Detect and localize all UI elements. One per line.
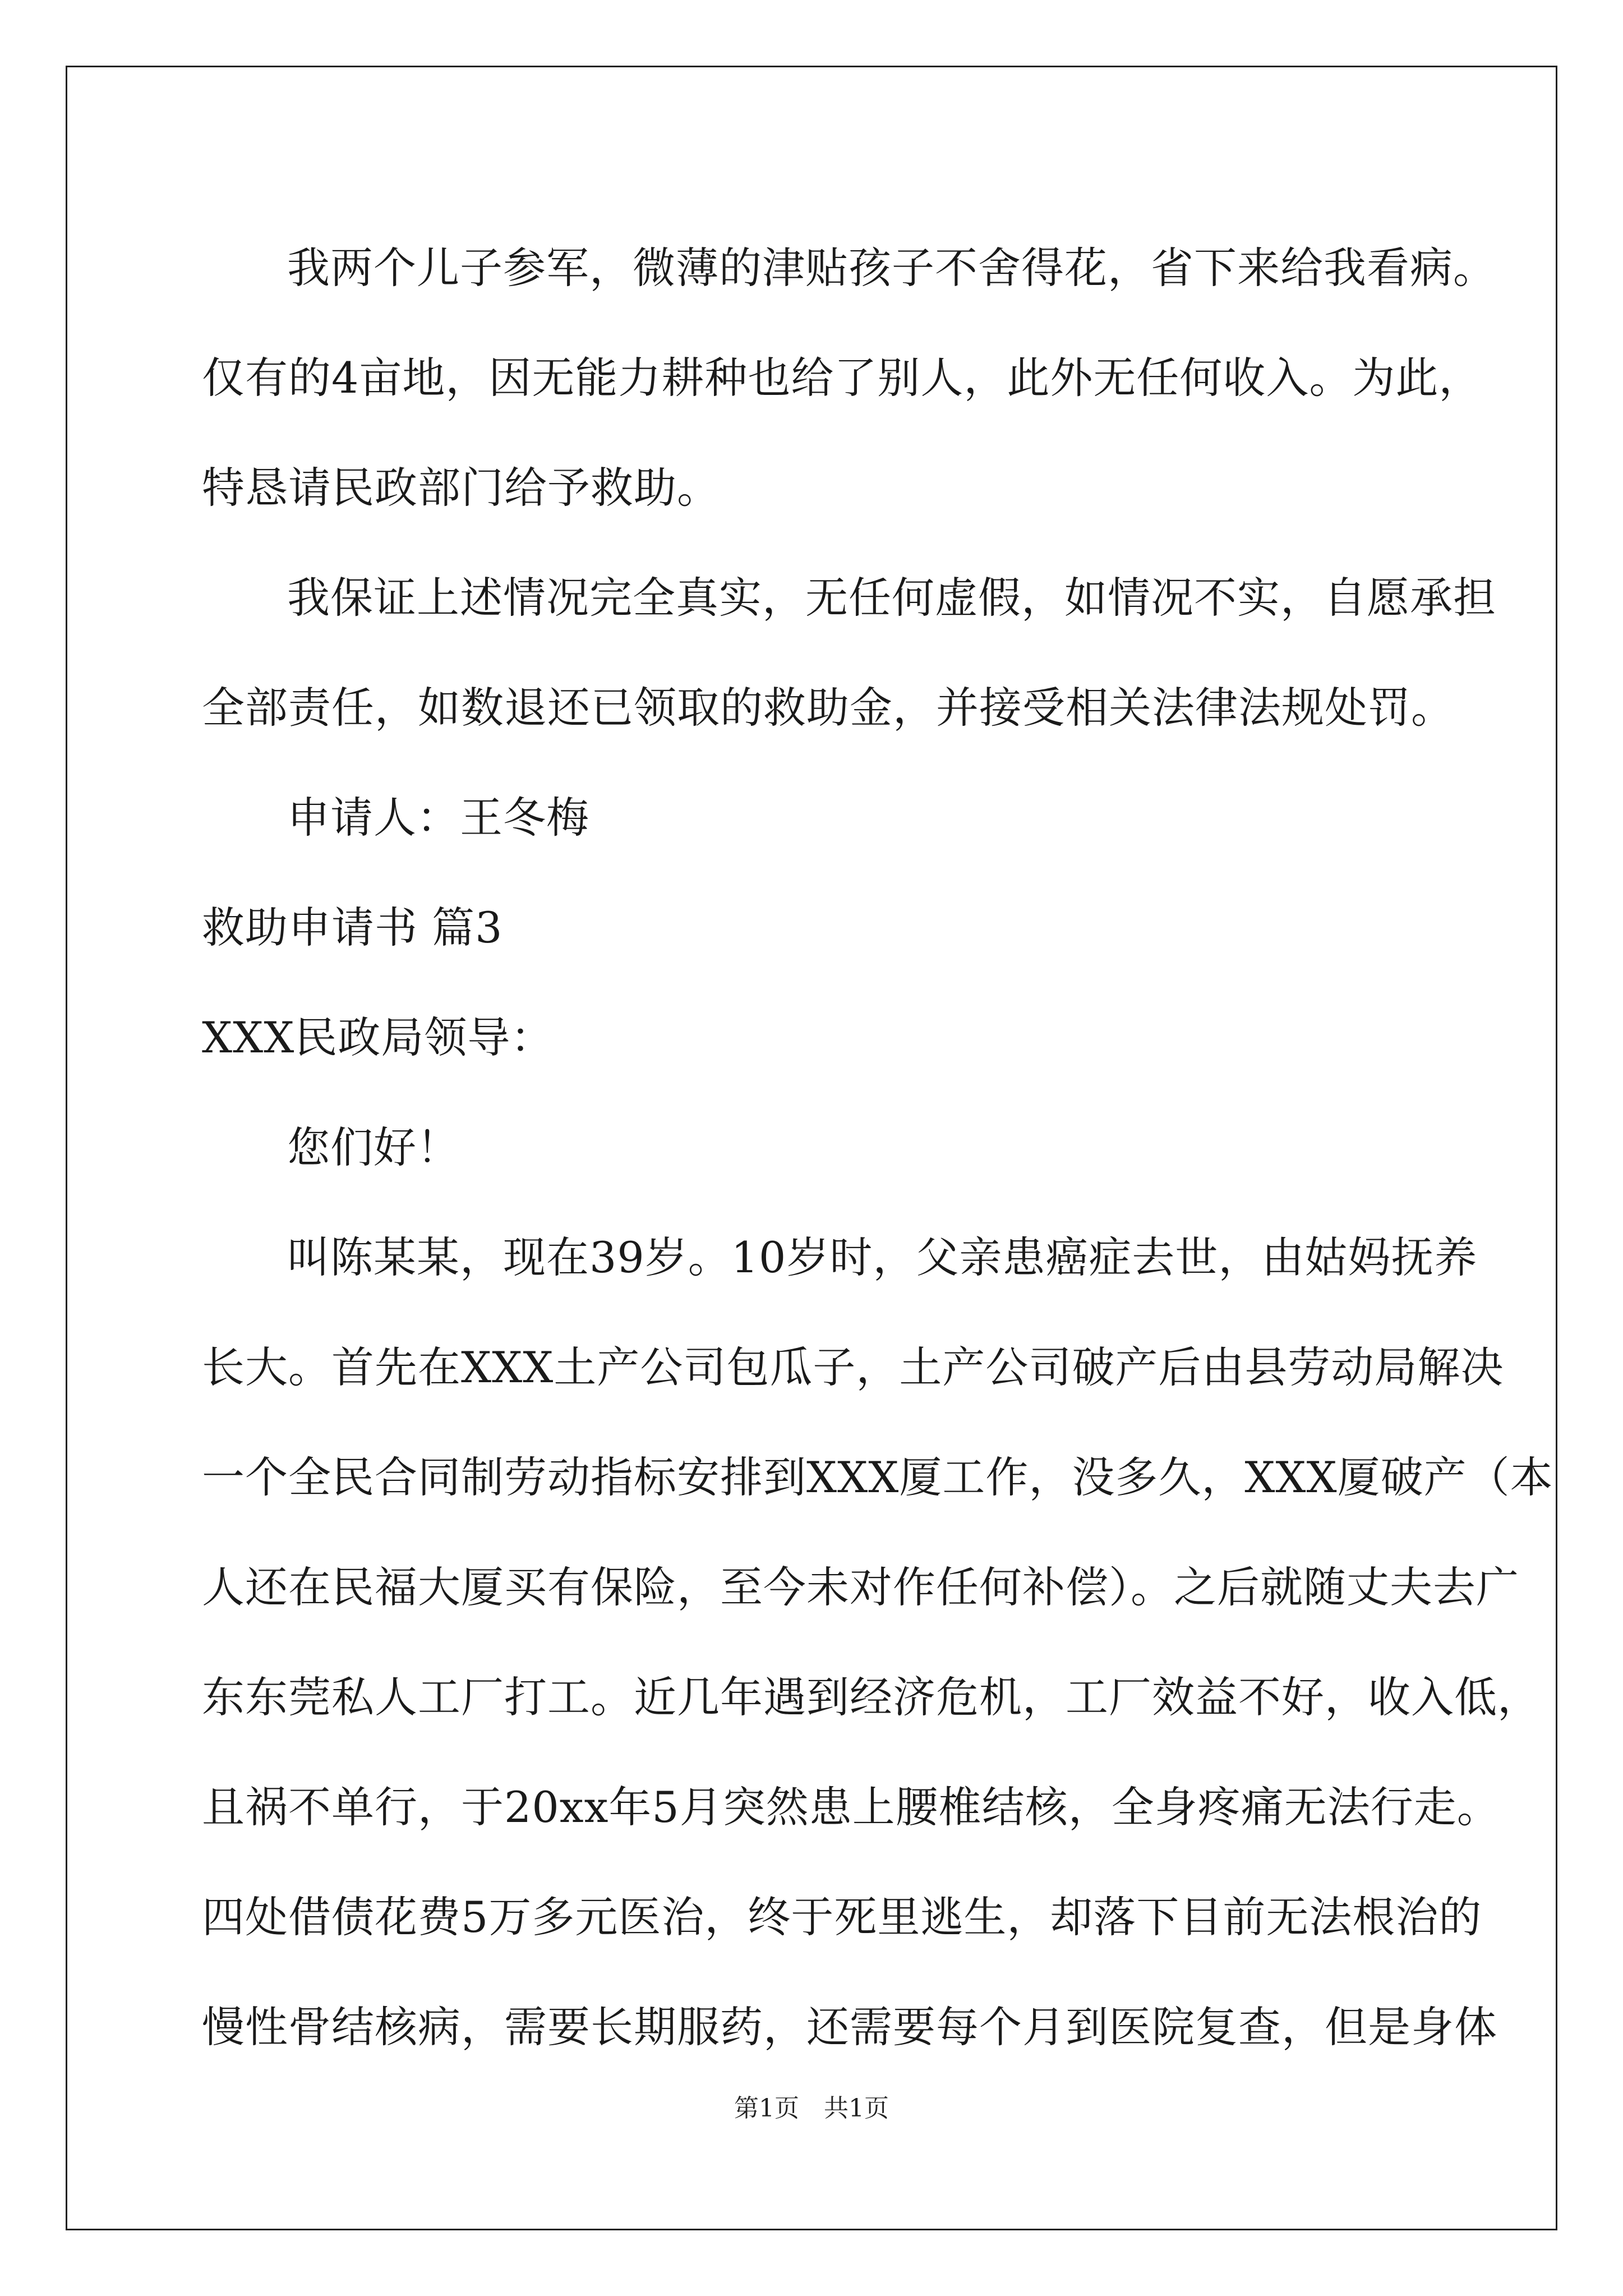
text-line: 长大。首先在XXX土产公司包瓜子，土产公司破产后由县劳动局解决 [202, 1342, 1504, 1392]
salutation: XXX民政局领导： [202, 1013, 554, 1062]
text-line: 东东莞私人工厂打工。近几年遇到经济危机，工厂效益不好，收入低， [202, 1672, 1541, 1722]
text-line: 一个全民合同制劳动指标安排到XXX厦工作，没多久，XXX厦破产（本 [202, 1452, 1553, 1502]
section-heading: 救助申请书 篇3 [202, 903, 503, 953]
text-line: 四处借债花费5万多元医治，终于死里逃生，却落下目前无法根治的 [202, 1892, 1482, 1942]
applicant-signature-line: 申请人：王冬梅 [287, 793, 589, 843]
text-line: 全部责任，如数退还已领取的救助金，并接受相关法律法规处罚。 [202, 683, 1454, 733]
text-line: 仅有的4亩地，因无能力耕种也给了别人，此外无任何收入。为此， [202, 353, 1482, 403]
page-footer: 第1页 共1页 [734, 2094, 889, 2123]
text-line: 人还在民福大厦买有保险，至今未对作任何补偿）。之后就随丈夫去广 [202, 1562, 1519, 1612]
text-line: 特恳请民政部门给予救助。 [202, 463, 720, 513]
text-line: 我两个儿子参军，微薄的津贴孩子不舍得花，省下来给我看病。 [287, 243, 1496, 293]
text-line: 叫陈某某，现在39岁。10岁时，父亲患癌症去世，由姑妈抚养 [287, 1232, 1478, 1282]
text-line: 慢性骨结核病，需要长期服药，还需要每个月到医院复查，但是身体 [202, 2002, 1497, 2052]
text-line: 且祸不单行，于20xx年5月突然患上腰椎结核，全身疼痛无法行走。 [202, 1782, 1500, 1832]
greeting: 您们好！ [287, 1122, 460, 1172]
document-body [202, 213, 1553, 2082]
text-line: 我保证上述情况完全真实，无任何虚假，如情况不实，自愿承担 [287, 573, 1496, 623]
